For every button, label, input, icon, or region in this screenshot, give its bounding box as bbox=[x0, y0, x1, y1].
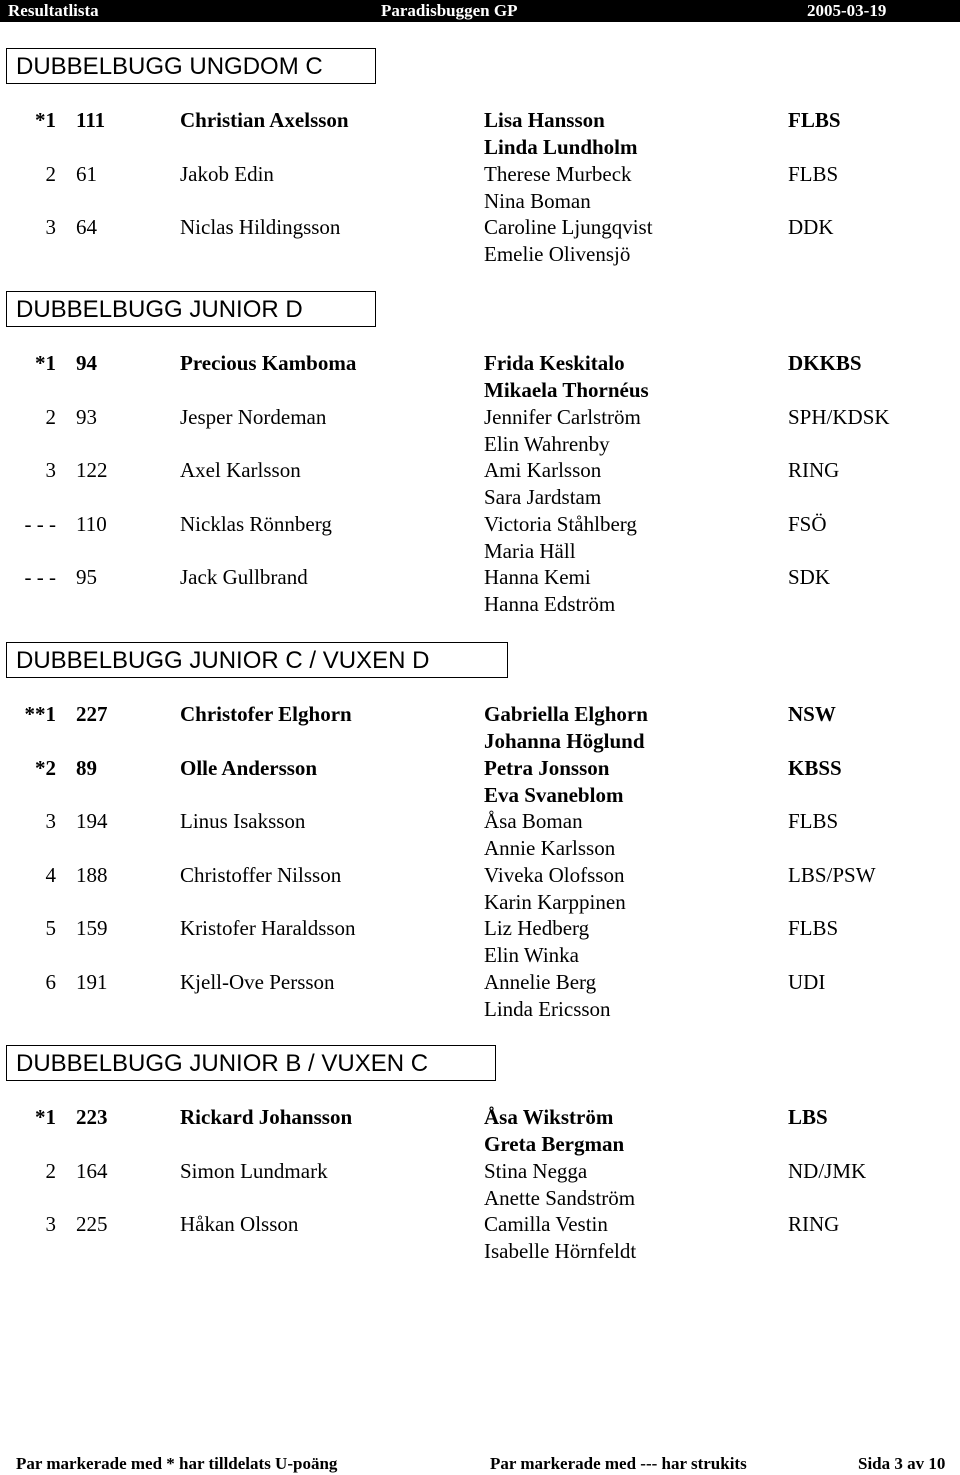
start-number: 227 bbox=[76, 702, 108, 726]
placement: *1 bbox=[35, 108, 56, 132]
lead-dancer-name: Olle Andersson bbox=[180, 756, 318, 780]
header-event-name: Paradisbuggen GP bbox=[381, 1, 518, 20]
header-date: 2005-03-19 bbox=[807, 1, 887, 20]
club-name: NSW bbox=[788, 702, 836, 726]
lead-dancer-name: Niclas Hildingsson bbox=[180, 215, 341, 239]
start-number: 225 bbox=[76, 1212, 108, 1236]
lead-dancer-name: Axel Karlsson bbox=[180, 458, 301, 482]
club-name: SPH/KDSK bbox=[788, 405, 890, 429]
placement: - - - bbox=[24, 565, 56, 589]
partner-name-1: Åsa Wikström bbox=[484, 1105, 614, 1129]
placement: 3 bbox=[45, 1212, 56, 1236]
club-name: RING bbox=[788, 1212, 840, 1236]
section-title: DUBBELBUGG UNGDOM C bbox=[6, 48, 376, 84]
result-row bbox=[0, 161, 960, 215]
placement: 4 bbox=[45, 863, 56, 887]
partner-name-2: Elin Winka bbox=[484, 943, 580, 967]
partner-name-2: Annie Karlsson bbox=[484, 836, 616, 860]
start-number: 191 bbox=[76, 970, 108, 994]
club-name: SDK bbox=[788, 565, 831, 589]
start-number: 194 bbox=[76, 809, 108, 833]
header-title: Resultatlista bbox=[8, 1, 99, 20]
start-number: 111 bbox=[76, 108, 106, 132]
start-number: 122 bbox=[76, 458, 108, 482]
partner-name-2: Sara Jardstam bbox=[484, 485, 602, 509]
result-row bbox=[0, 862, 960, 916]
partner-name-1: Victoria Ståhlberg bbox=[484, 512, 637, 536]
result-row bbox=[0, 1211, 960, 1265]
club-name: DDK bbox=[788, 215, 834, 239]
result-row bbox=[0, 1158, 960, 1212]
lead-dancer-name: Christian Axelsson bbox=[180, 108, 349, 132]
lead-dancer-name: Rickard Johansson bbox=[180, 1105, 353, 1129]
result-row bbox=[0, 1104, 960, 1158]
partner-name-2: Mikaela Thornéus bbox=[484, 378, 649, 402]
start-number: 188 bbox=[76, 863, 108, 887]
result-row bbox=[0, 457, 960, 511]
footer-note-points: Par markerade med * har tilldelats U-poäng bbox=[16, 1454, 338, 1473]
placement: 2 bbox=[45, 1159, 56, 1183]
result-row bbox=[0, 915, 960, 969]
result-row bbox=[0, 969, 960, 1023]
start-number: 110 bbox=[76, 512, 107, 536]
partner-name-1: Lisa Hansson bbox=[484, 108, 605, 132]
partner-name-1: Therese Murbeck bbox=[484, 162, 632, 186]
partner-name-1: Stina Negga bbox=[484, 1159, 588, 1183]
lead-dancer-name: Simon Lundmark bbox=[180, 1159, 328, 1183]
result-row bbox=[0, 404, 960, 458]
result-row bbox=[0, 755, 960, 809]
partner-name-1: Åsa Boman bbox=[484, 809, 583, 833]
club-name: FLBS bbox=[788, 108, 841, 132]
start-number: 93 bbox=[76, 405, 97, 429]
placement: 2 bbox=[45, 405, 56, 429]
club-name: FLBS bbox=[788, 916, 839, 940]
placement: 3 bbox=[45, 215, 56, 239]
result-row bbox=[0, 808, 960, 862]
lead-dancer-name: Nicklas Rönnberg bbox=[180, 512, 332, 536]
lead-dancer-name: Christofer Elghorn bbox=[180, 702, 352, 726]
club-name: FLBS bbox=[788, 809, 839, 833]
lead-dancer-name: Jesper Nordeman bbox=[180, 405, 327, 429]
partner-name-2: Linda Lundholm bbox=[484, 135, 638, 159]
result-row bbox=[0, 214, 960, 268]
partner-name-1: Petra Jonsson bbox=[484, 756, 610, 780]
partner-name-2: Elin Wahrenby bbox=[484, 432, 610, 456]
club-name: KBSS bbox=[788, 756, 842, 780]
partner-name-2: Linda Ericsson bbox=[484, 997, 611, 1021]
lead-dancer-name: Jack Gullbrand bbox=[180, 565, 308, 589]
lead-dancer-name: Precious Kamboma bbox=[180, 351, 357, 375]
partner-name-2: Nina Boman bbox=[484, 189, 591, 213]
footer-note-struck: Par markerade med --- har strukits bbox=[490, 1454, 747, 1473]
partner-name-1: Hanna Kemi bbox=[484, 565, 591, 589]
placement: 6 bbox=[45, 970, 56, 994]
lead-dancer-name: Jakob Edin bbox=[180, 162, 274, 186]
section-title: DUBBELBUGG JUNIOR C / VUXEN D bbox=[6, 642, 508, 678]
club-name: RING bbox=[788, 458, 840, 482]
club-name: LBS bbox=[788, 1105, 828, 1129]
partner-name-1: Jennifer Carlström bbox=[484, 405, 641, 429]
partner-name-1: Caroline Ljungqvist bbox=[484, 215, 653, 239]
partner-name-2: Maria Häll bbox=[484, 539, 576, 563]
placement: 3 bbox=[45, 809, 56, 833]
partner-name-2: Greta Bergman bbox=[484, 1132, 625, 1156]
partner-name-1: Liz Hedberg bbox=[484, 916, 590, 940]
placement: **1 bbox=[24, 702, 56, 726]
footer-bar bbox=[0, 1453, 960, 1475]
club-name: UDI bbox=[788, 970, 826, 994]
club-name: FSÖ bbox=[788, 512, 827, 536]
footer-page-number: Sida 3 av 10 bbox=[858, 1454, 946, 1473]
partner-name-1: Gabriella Elghorn bbox=[484, 702, 648, 726]
start-number: 159 bbox=[76, 916, 108, 940]
placement: 3 bbox=[45, 458, 56, 482]
partner-name-1: Camilla Vestin bbox=[484, 1212, 608, 1236]
lead-dancer-name: Håkan Olsson bbox=[180, 1212, 299, 1236]
partner-name-2: Emelie Olivensjö bbox=[484, 242, 631, 266]
lead-dancer-name: Kjell-Ove Persson bbox=[180, 970, 335, 994]
placement: 5 bbox=[45, 916, 56, 940]
partner-name-2: Isabelle Hörnfeldt bbox=[484, 1239, 637, 1263]
partner-name-1: Ami Karlsson bbox=[484, 458, 602, 482]
placement: *1 bbox=[35, 351, 56, 375]
result-row bbox=[0, 350, 960, 404]
section-title: DUBBELBUGG JUNIOR B / VUXEN C bbox=[6, 1045, 496, 1081]
result-row bbox=[0, 701, 960, 755]
start-number: 164 bbox=[76, 1159, 108, 1183]
placement: *2 bbox=[35, 756, 56, 780]
lead-dancer-name: Kristofer Haraldsson bbox=[180, 916, 356, 940]
partner-name-1: Frida Keskitalo bbox=[484, 351, 625, 375]
section-title: DUBBELBUGG JUNIOR D bbox=[6, 291, 376, 327]
placement: *1 bbox=[35, 1105, 56, 1129]
club-name: ND/JMK bbox=[788, 1159, 867, 1183]
start-number: 89 bbox=[76, 756, 97, 780]
club-name: DKKBS bbox=[788, 351, 862, 375]
placement: 2 bbox=[45, 162, 56, 186]
result-row bbox=[0, 564, 960, 618]
start-number: 64 bbox=[76, 215, 97, 239]
partner-name-1: Viveka Olofsson bbox=[484, 863, 625, 887]
start-number: 94 bbox=[76, 351, 97, 375]
start-number: 223 bbox=[76, 1105, 108, 1129]
start-number: 95 bbox=[76, 565, 97, 589]
partner-name-2: Eva Svaneblom bbox=[484, 783, 624, 807]
result-row bbox=[0, 511, 960, 565]
partner-name-2: Johanna Höglund bbox=[484, 729, 645, 753]
lead-dancer-name: Linus Isaksson bbox=[180, 809, 306, 833]
partner-name-1: Annelie Berg bbox=[484, 970, 597, 994]
club-name: LBS/PSW bbox=[788, 863, 876, 887]
partner-name-2: Hanna Edström bbox=[484, 592, 616, 616]
club-name: FLBS bbox=[788, 162, 839, 186]
placement: - - - bbox=[24, 512, 56, 536]
start-number: 61 bbox=[76, 162, 97, 186]
partner-name-2: Anette Sandström bbox=[484, 1186, 636, 1210]
lead-dancer-name: Christoffer Nilsson bbox=[180, 863, 342, 887]
result-row bbox=[0, 107, 960, 161]
partner-name-2: Karin Karppinen bbox=[484, 890, 626, 914]
